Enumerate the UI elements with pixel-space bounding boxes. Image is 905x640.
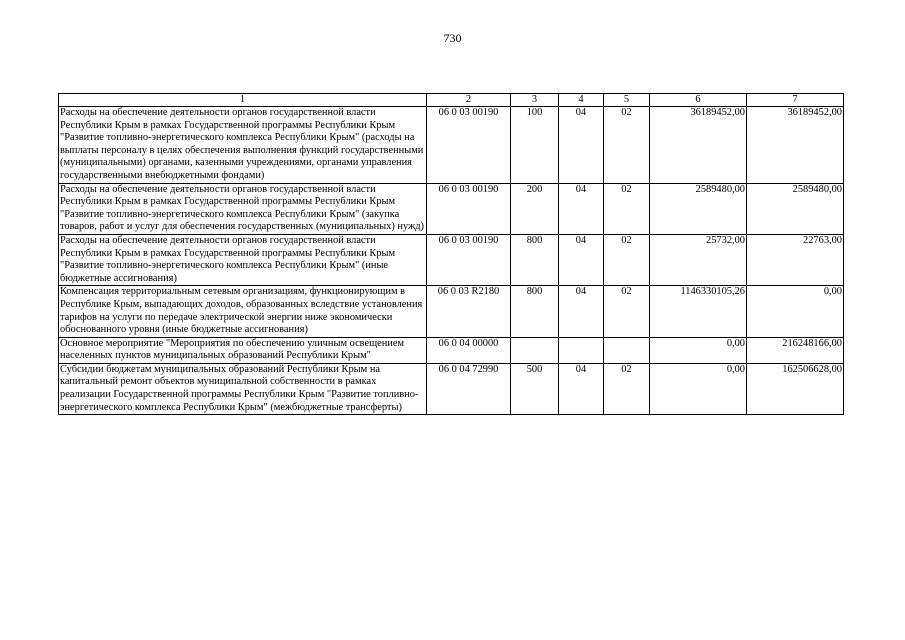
subsection-code: 02 [604,183,650,234]
target-article-code: 06 0 03 R2180 [427,286,511,337]
section-code: 04 [559,183,604,234]
target-article-code: 06 0 03 00190 [427,183,511,234]
page-number: 730 [443,31,462,45]
amount-column-6: 2589480,00 [650,183,747,234]
column-header-5: 5 [604,94,650,107]
section-code: 04 [559,363,604,414]
expense-type-code [511,337,559,363]
expense-name: Субсидии бюджетам муниципальных образований Республики Крым на капитальный ремонт объектов муниципальной собственности в рамках реализации Государственной программы Республики Крым "Развитие топливно-энергетического комплекса Республики Крым" (межбюджетные трансферты) [59,363,427,414]
expense-type-code: 500 [511,363,559,414]
amount-column-6: 1146330105,26 [650,286,747,337]
column-header-7: 7 [747,94,844,107]
section-code [559,337,604,363]
expense-type-code: 100 [511,107,559,184]
target-article-code: 06 0 03 00190 [427,234,511,285]
section-code: 04 [559,286,604,337]
subsection-code: 02 [604,234,650,285]
amount-column-7: 2589480,00 [747,183,844,234]
column-header-1: 1 [59,94,427,107]
table-row [59,286,844,337]
column-header-4: 4 [559,94,604,107]
expense-name: Расходы на обеспечение деятельности органов государственной власти Республики Крым в рамках Государственной программы Республики Крым "Развитие топливно-энергетического комплекса Республики Крым" (иные бюджетные ассигнования) [59,234,427,285]
table-row [59,337,844,363]
subsection-code: 02 [604,286,650,337]
column-header-6: 6 [650,94,747,107]
expense-name: Основное мероприятие "Мероприятия по обеспечению уличным освещением населенных пунктов муниципальных образований Республики Крым" [59,337,427,363]
amount-column-6: 25732,00 [650,234,747,285]
amount-column-6: 36189452,00 [650,107,747,184]
amount-column-6: 0,00 [650,363,747,414]
amount-column-7: 0,00 [747,286,844,337]
subsection-code [604,337,650,363]
table-row [59,234,844,285]
expense-type-code: 200 [511,183,559,234]
section-code: 04 [559,234,604,285]
target-article-code: 06 0 04 72990 [427,363,511,414]
column-header-2: 2 [427,94,511,107]
expense-name: Расходы на обеспечение деятельности органов государственной власти Республики Крым в рамках Государственной программы Республики Крым "Развитие топливно-энергетического комплекса Республики Крым" (закупка товаров, работ и услуг для обеспечения государственных (муниципальных) нужд) [59,183,427,234]
amount-column-7: 22763,00 [747,234,844,285]
target-article-code: 06 0 04 00000 [427,337,511,363]
table-row [59,363,844,414]
expense-type-code: 800 [511,234,559,285]
expense-name: Компенсация территориальным сетевым организациям, функционирующим в Республике Крым, выпадающих доходов, образованных вследствие установления тарифов на услуги по передаче электрической энергии ниже экономически обоснованного уровня (иные бюджетные ассигнования) [59,286,427,337]
amount-column-7: 216248166,00 [747,337,844,363]
subsection-code: 02 [604,363,650,414]
column-header-3: 3 [511,94,559,107]
section-code: 04 [559,107,604,184]
table-header-row [59,94,844,107]
budget-table [58,93,844,415]
table-row [59,183,844,234]
amount-column-7: 162506628,00 [747,363,844,414]
subsection-code: 02 [604,107,650,184]
amount-column-7: 36189452,00 [747,107,844,184]
amount-column-6: 0,00 [650,337,747,363]
table-row [59,107,844,184]
target-article-code: 06 0 03 00190 [427,107,511,184]
expense-name: Расходы на обеспечение деятельности органов государственной власти Республики Крым в рамках Государственной программы Республики Крым "Развитие топливно-энергетического комплекса Республики Крым" (расходы на выплаты персоналу в целях обеспечения выполнения функций государственными (муниципальными) органами, казенными учреждениями, органами управления государственными внебюджетными фондами) [59,107,427,184]
expense-type-code: 800 [511,286,559,337]
